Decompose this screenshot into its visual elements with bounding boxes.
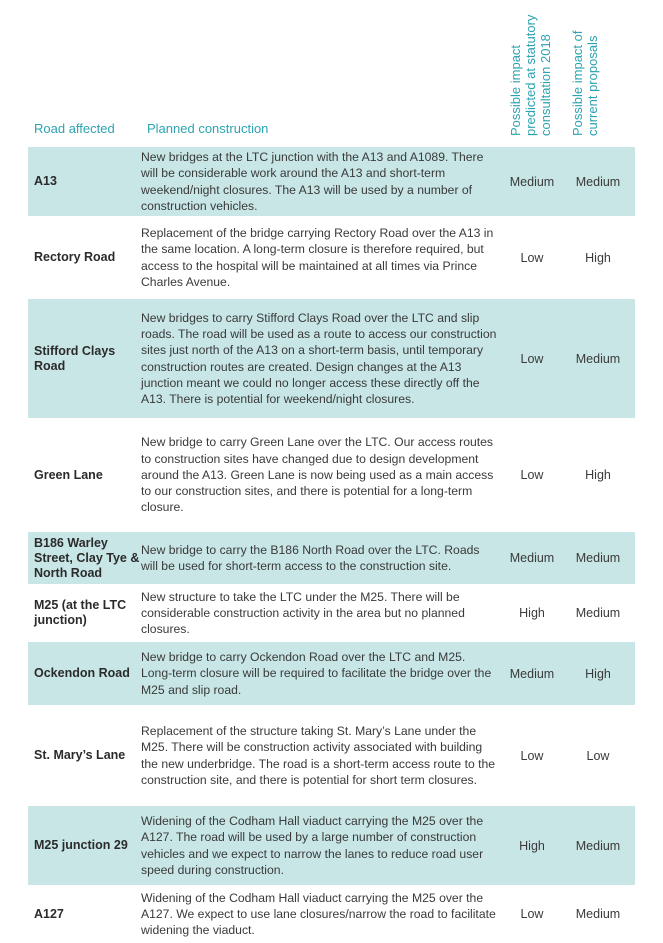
impact-2018: Low — [520, 907, 544, 921]
table-row — [28, 585, 635, 642]
impact-current: Medium — [575, 907, 621, 921]
header-impact-current-line-1: Possible impact of — [570, 30, 585, 136]
impact-current: Medium — [575, 174, 621, 189]
table-row — [28, 706, 635, 806]
impact-2018: High — [519, 606, 545, 620]
construction-description: Replacement of the structure taking St. Mary’s Lane under the M25. There will be construction activity associated with building the new underbridge. The road is a short-term access route to the construction site, and there is potential for short term closures. — [141, 723, 496, 787]
table-row — [28, 419, 635, 532]
impact-current: Medium — [575, 838, 621, 853]
construction-description: New bridge to carry the B186 North Road over the LTC. Roads will be used for short-term access to the construction site. — [141, 542, 480, 573]
table-row — [28, 886, 635, 943]
road-name: Stifford Clays Road — [34, 343, 116, 373]
construction-description: Widening of the Codham Hall viaduct carrying the M25 over the A127. We expect to use lane closures/narrow the road to facilitate widening the viaduct. — [141, 890, 496, 938]
impact-2018: Low — [520, 468, 544, 482]
construction-description: Replacement of the bridge carrying Rectory Road over the A13 in the same location. A long-term closure is therefore required, but access to the hospital will be maintained at all times via Prince Charles Avenue. — [141, 225, 494, 289]
table-row — [28, 217, 635, 299]
road-name: A127 — [34, 906, 64, 921]
impact-2018: Low — [520, 748, 544, 763]
road-name: M25 junction 29 — [34, 838, 128, 852]
header-impact-2018-line-3: consultation 2018 — [538, 34, 553, 136]
header-road-affected: Road affected — [34, 121, 115, 136]
impact-2018: Low — [520, 250, 544, 265]
impact-2018: Low — [520, 351, 544, 366]
table-row — [28, 642, 635, 706]
impact-current: Medium — [575, 606, 621, 620]
construction-description: New bridge to carry Green Lane over the LTC. Our access routes to construction sites have changed due to design development around the A13. Green Lane is now being used as a main access to our construction sites, and there is potential for a long-term closure. — [141, 435, 494, 515]
road-impact-table — [28, 0, 635, 943]
impact-current: Medium — [575, 351, 621, 366]
table-row — [28, 806, 635, 886]
impact-current: Medium — [575, 551, 621, 565]
header-impact-2018-line-1: Possible impact — [508, 44, 523, 136]
impact-2018: High — [519, 838, 545, 853]
impact-current: Low — [586, 748, 610, 763]
impact-current: High — [585, 468, 611, 482]
table-row — [28, 147, 635, 217]
construction-description: New structure to take the LTC under the M25. There will be considerable construction activity in the area but no planned closures. — [141, 589, 465, 637]
road-name: Rectory Road — [34, 250, 116, 264]
header-impact-current — [570, 6, 600, 136]
road-name: Green Lane — [34, 467, 103, 482]
header-impact-2018-line-2: predicted at statutory — [523, 14, 538, 136]
impact-2018: Medium — [509, 551, 555, 565]
construction-description: New bridges at the LTC junction with the A13 and A1089. There will be considerable work around the A13 and short-term weekend/night closures. The A13 will be used by a number of construction vehicles. — [141, 149, 484, 213]
road-name: St. Mary’s Lane — [34, 748, 126, 762]
header-planned-construction: Planned construction — [147, 121, 269, 136]
impact-current: High — [585, 666, 611, 681]
road-name: M25 (at the LTC junction) — [34, 598, 127, 627]
road-name: Ockendon Road — [34, 666, 130, 680]
construction-description: Widening of the Codham Hall viaduct carrying the M25 over the A127. The road will be used by a large number of construction vehicles and we expect to narrow the lanes to reduce road user speed during construction. — [141, 813, 484, 877]
table-row — [28, 299, 635, 419]
road-name: A13 — [34, 174, 57, 188]
impact-2018: Medium — [509, 174, 555, 189]
impact-current: High — [585, 250, 611, 265]
road-name: B186 Warley Street, Clay Tye & North Road — [34, 535, 140, 580]
header-impact-current-line-2: current proposals — [585, 35, 600, 136]
table-header — [28, 0, 635, 147]
impact-2018: Medium — [509, 666, 555, 681]
construction-description: New bridges to carry Stifford Clays Road over the LTC and slip roads. The road will be used as a route to access our construction sites just north of the A13 on a short-term basis, until temporary construction routes are created. Design changes at the A13 junction meant we could no longer access these directly off the A13. There is potential for weekend/night closures. — [141, 310, 497, 407]
table-row — [28, 532, 635, 585]
construction-description: New bridge to carry Ockendon Road over the LTC and M25. Long-term closure will be required to facilitate the bridge over the M25 and slip road. — [141, 650, 492, 697]
header-impact-2018 — [508, 6, 553, 136]
